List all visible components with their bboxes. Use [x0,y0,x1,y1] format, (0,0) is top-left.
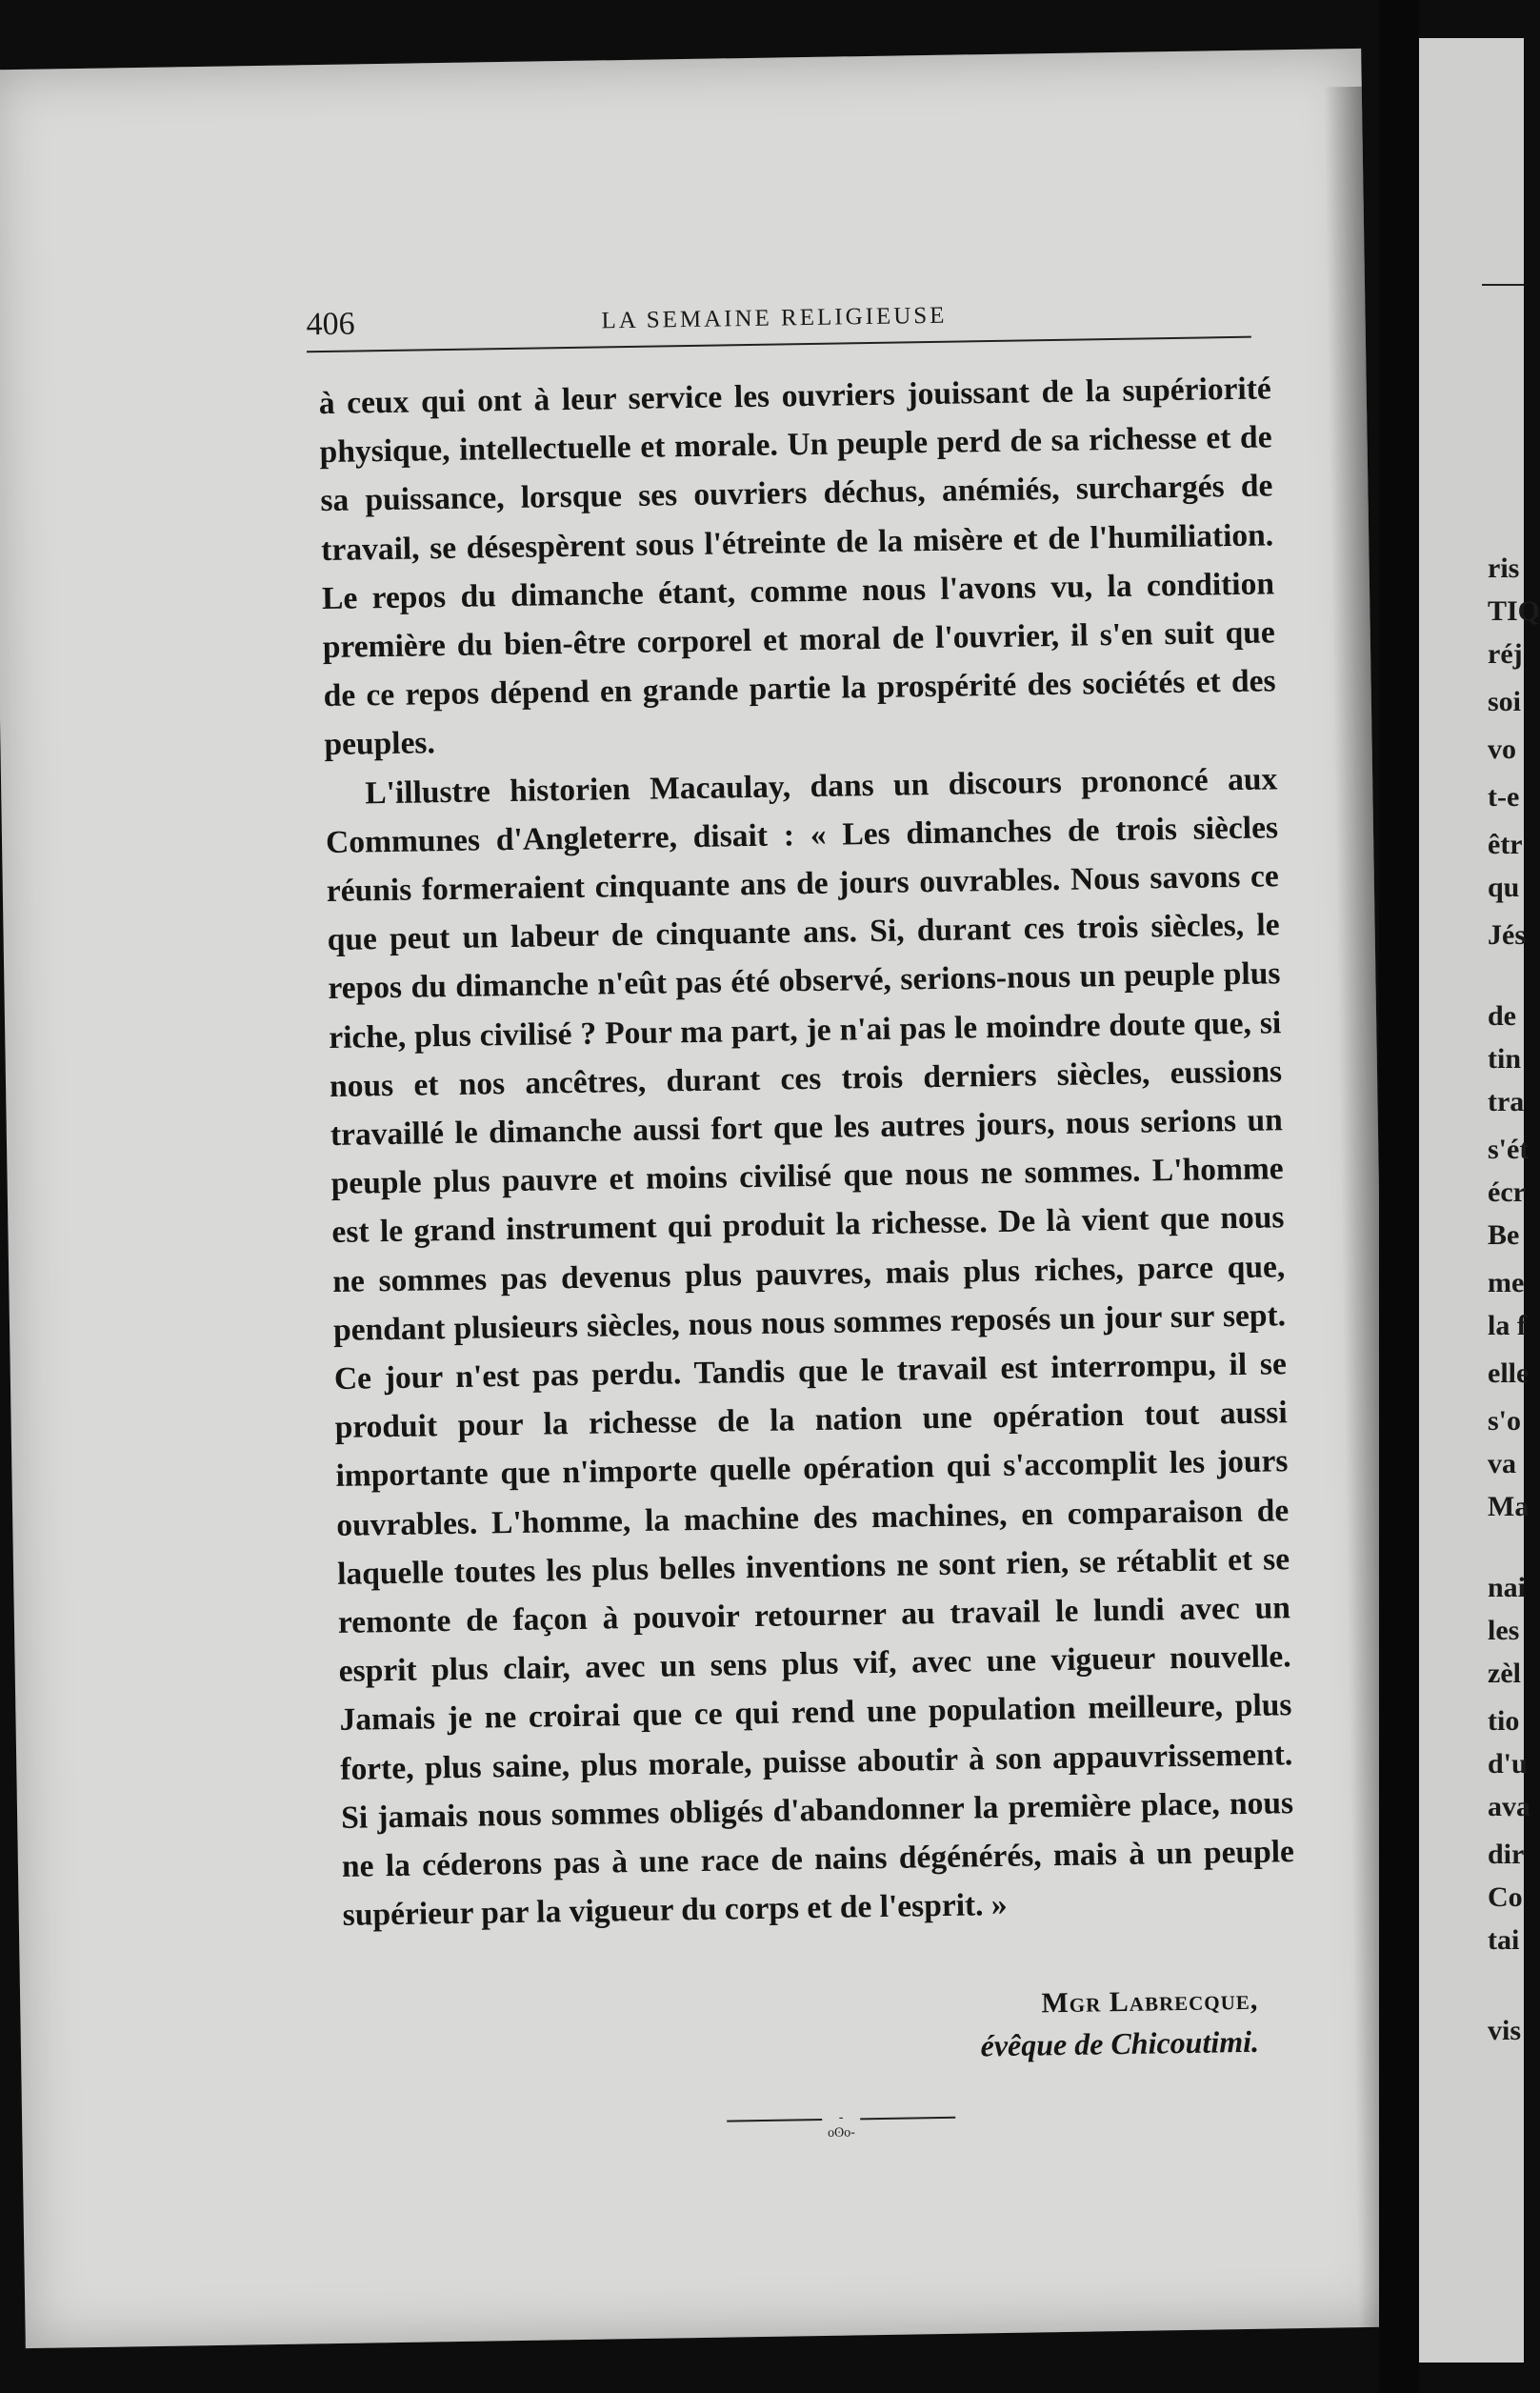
ornament-divider [727,2110,955,2141]
facing-page-fragment: la f [1488,1310,1527,1341]
ornament-line-right [860,2117,955,2121]
facing-page-fragment: TIQ [1488,595,1540,627]
paragraph-1: à ceux qui ont à leur service les ouvriers jouissant de la supériorité physique, intellectuelle et morale. Un peuple perd de sa richesse et de sa puissance, lorsque ses ouvriers déchus, anémiés, surchargés de travail, se désespèrent sous l'étreinte de la misère et de l'humiliation. Le repos du dimanche étant, comme nous l'avons vu, la condition première du bien-être corporel et moral de l'ouvrier, il s'en suit que de ce repos dépend en grande partie la prospérité des sociétés et des peuples. [318,371,1276,763]
facing-page-fragment: de [1488,1000,1516,1032]
facing-page-fragment: me [1488,1267,1525,1298]
facing-page-fragment: tio [1488,1705,1520,1737]
facing-page-fragment: vo [1488,734,1516,765]
signature-title: évêque de Chicoutimi. [980,2023,1260,2063]
running-head: LA SEMAINE RELIGIEUSE [601,302,948,334]
signature [858,1984,1259,2066]
facing-page-fragment: tin [1488,1043,1522,1075]
facing-page-fragment: t-e [1488,781,1520,813]
facing-page-fragment: tai [1488,1924,1520,1956]
page-number: 406 [306,306,355,343]
signature-name: Mgr Labrecque, [1041,1983,1259,2020]
facing-page-fragment: réj [1488,638,1523,670]
facing-page-fragment: nai [1488,1572,1527,1603]
facing-page-fragment: va [1488,1448,1516,1479]
facing-page-fragment: Ma [1488,1491,1530,1522]
facing-page-fragment: tra [1488,1086,1525,1117]
facing-page-fragment: soi [1488,686,1522,717]
facing-page-fragment: ris [1488,553,1520,584]
ornament-line-left [727,2119,822,2122]
facing-page-fragment: Jés [1488,919,1526,951]
facing-page-fragment: ava [1488,1791,1530,1822]
facing-page-fragment: elle [1488,1357,1530,1389]
facing-page-fragment: Be [1488,1219,1520,1251]
facing-page-fragment: êtr [1488,829,1523,860]
book-gutter [1379,0,1419,2393]
book-page [0,49,1397,2348]
facing-page-fragment: dir [1488,1839,1525,1870]
facing-page-fragment: les [1488,1615,1520,1646]
facing-page-fragment: qu [1488,872,1520,903]
body-text [318,364,1295,1940]
facing-page-fragment: d'u [1488,1748,1528,1780]
facing-page-fragment: s'o [1488,1405,1522,1437]
facing-page-fragment: s'ét [1488,1134,1530,1165]
facing-page-fragment: vis [1488,2015,1522,2046]
paragraph-2: L'illustre historien Macaulay, dans un discours prononcé aux Communes d'Angleterre, disait : « Les dimanches de trois siècles réunis formeraient cinquante ans de jours ouvrables. Nous savons ce que peut un labeur de cinquante ans. Si, durant ces trois siècles, le repos du dimanche n'eût pas été observé, serions-nous un peuple plus riche, plus civilisé ? Pour ma part, je n'ai pas le moindre doute que, si nous et nos ancêtres, durant ces trois derniers siècles, eussions travaillé le dimanche aussi fort que les autres jours, nous serions un peuple plus pauvre et moins civilisé que nous ne sommes. L'homme est le grand instrument qui produit la richesse. De là vient que nous ne sommes pas devenus plus pauvres, mais plus riches, parce que, pendant plusieurs siècles, nous nous sommes reposés un jour sur sept. Ce jour n'est pas perdu. Tandis que le travail est interrompu, il se produit pour la richesse de la nation une opération tout aussi importante que n'importe quelle opération qui s'accomplit les jours ouvrables. L'homme, la machine des machines, en comparaison de laquelle toutes les plus belles inventions ne sont rien, se rétablit et se remonte de façon à pouvoir retourner au travail le lundi avec un esprit plus clair, avec un sens plus vif, avec une vigueur nouvelle. Jamais je ne croirai que ce qui rend une population meilleure, plus forte, plus saine, plus morale, puisse aboutir à son appauvrissement. Si jamais nous sommes obligés d'abandonner la première place, nous ne la céderons pas à une race de nains dégénérés, mais à un peuple supérieur par la vigueur du corps et de l'esprit. » [325,760,1295,1934]
facing-page-header-rule [1482,284,1524,286]
page-header [306,289,1251,353]
facing-page [1419,38,1540,2363]
ornament-glyph: -oʘo- [827,2110,855,2141]
facing-page-fragment: zèl [1488,1658,1521,1689]
facing-page-fragment: écr [1488,1176,1526,1208]
facing-page-fragment: Co [1488,1881,1523,1913]
